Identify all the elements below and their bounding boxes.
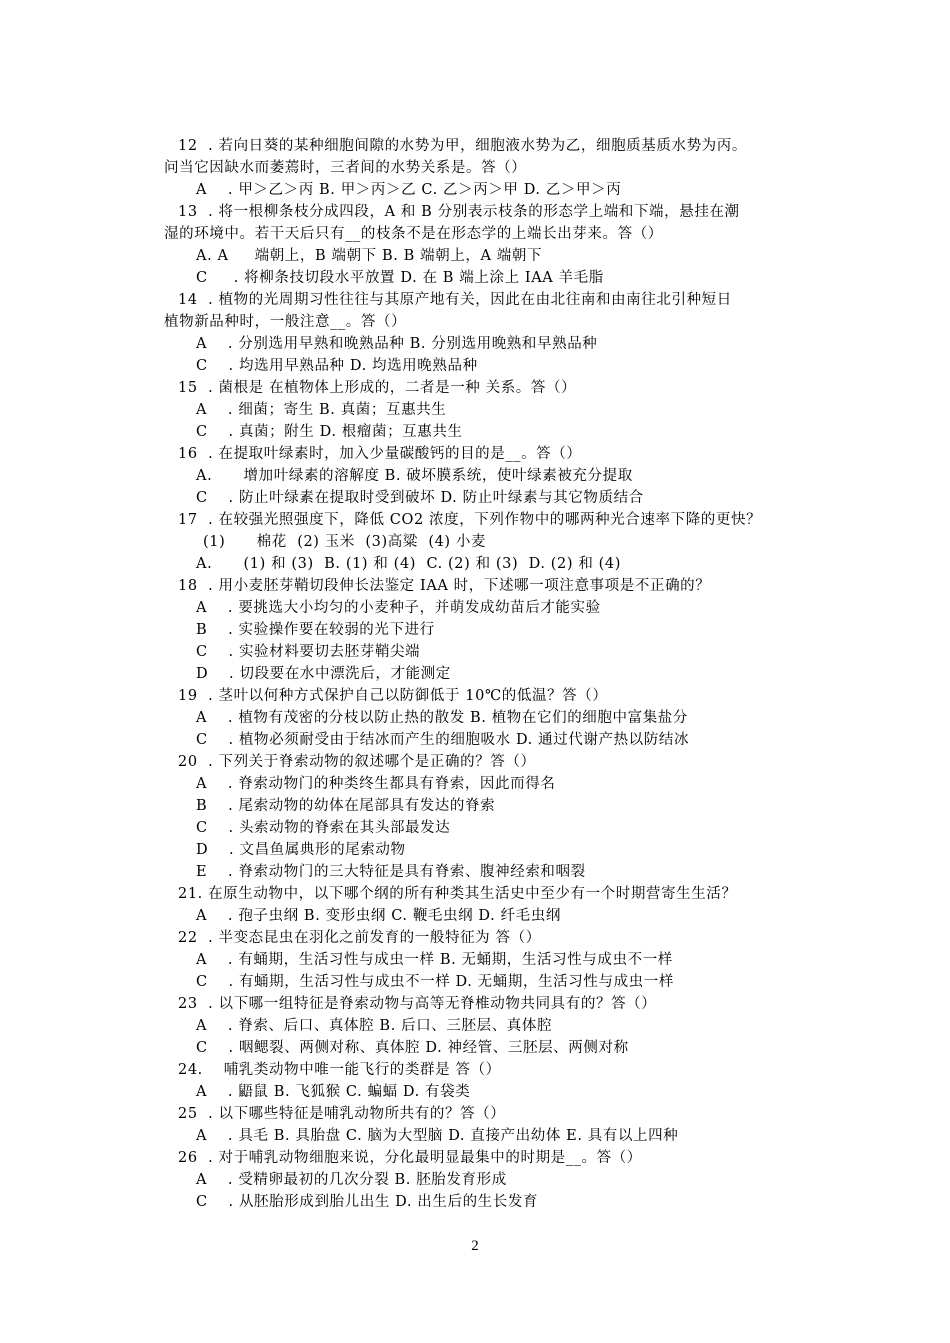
question-23: 23 . 以下哪一组特征是脊索动物与高等无脊椎动物共同具有的？答（） [178, 996, 657, 1012]
question-19-options-cd: C . 植物必须耐受由于结冰而产生的细胞吸水 D. 通过代谢产热以防结冰 [196, 732, 690, 748]
page-number: 2 [471, 1238, 479, 1254]
question-20: 20 . 下列关于脊索动物的叙述哪个是正确的？答（） [178, 754, 536, 770]
question-14-line-2: 植物新品种时，一般注意__。答（） [164, 314, 407, 330]
question-20-option-a: A . 脊索动物门的种类终生都具有脊索，因此而得名 [196, 776, 556, 792]
question-14-options-ab: A . 分别选用早熟和晚熟品种 B. 分别选用晚熟和早熟品种 [196, 336, 598, 352]
question-13-line-2: 湿的环境中。若干天后只有__的枝条不是在形态学的上端长出芽来。答（） [164, 226, 663, 242]
question-20-option-b: B . 尾索动物的幼体在尾部具有发达的脊索 [196, 798, 496, 814]
question-19-options-ab: A . 植物有茂密的分枝以防止热的散发 B. 植物在它们的细胞中富集盐分 [196, 710, 689, 726]
question-15: 15 . 菌根是 在植物体上形成的，二者是一种 关系。答（） [178, 380, 577, 396]
question-26-options-cd: C . 从胚胎形成到胎儿出生 D. 出生后的生长发育 [196, 1194, 539, 1210]
question-12-line-1: 12 . 若向日葵的某种细胞间隙的水势为甲，细胞液水势为乙，细胞质基质水势为丙。 [178, 138, 747, 154]
question-18-option-a: A . 要挑选大小均匀的小麦种子，并萌发成幼苗后才能实验 [196, 600, 601, 616]
question-17-options: A. (1) 和 (3) B. (1) 和 (4) C. (2) 和 (3) D. (2) 和 (4) [196, 556, 621, 572]
question-25: 25 . 以下哪些特征是哺乳动物所共有的？答（） [178, 1106, 506, 1122]
question-18-option-d: D . 切段要在水中漂洗后，才能测定 [196, 666, 451, 682]
question-22-options-cd: C . 有蛹期，生活习性与成虫不一样 D. 无蛹期，生活习性与成虫一样 [196, 974, 674, 990]
question-19: 19 . 茎叶以何种方式保护自己以防御低于 10℃的低温？答（） [178, 688, 608, 704]
question-13-line-1: 13 . 将一根柳条枝分成四段，A 和 B 分别表示枝条的形态学上端和下端，悬挂在潮 [178, 204, 740, 220]
question-21-options: A . 孢子虫纲 B. 变形虫纲 C. 鞭毛虫纲 D. 纤毛虫纲 [196, 908, 561, 924]
question-12-line-2: 问当它因缺水而萎蔫时，三者间的水势关系是。答（） [164, 160, 527, 176]
question-24: 24. 哺乳类动物中唯一能飞行的类群是 答（） [178, 1062, 501, 1078]
question-21: 21. 在原生动物中，以下哪个纲的所有种类其生活史中至少有一个时期营寄生生活？ [178, 886, 737, 902]
question-16-options-cd: C . 防止叶绿素在提取时受到破坏 D. 防止叶绿素与其它物质结合 [196, 490, 644, 506]
question-20-option-e: E . 脊索动物门的三大特征是具有脊索、腹神经索和咽裂 [196, 864, 586, 880]
question-17: 17 . 在较强光照强度下，降低 CO2 浓度，下列作物中的哪两种光合速率下降的更快？ [178, 512, 762, 528]
question-20-option-d: D . 文昌鱼属典形的尾索动物 [196, 842, 406, 858]
question-18-option-c: C . 实验材料要切去胚芽鞘尖端 [196, 644, 421, 660]
question-12-options: A . 甲＞乙＞丙 B. 甲＞丙＞乙 C. 乙＞丙＞甲 D. 乙＞甲＞丙 [196, 182, 622, 198]
question-17-crops: (1) 棉花 (2) 玉米 (3)高粱 (4) 小麦 [203, 534, 487, 550]
question-13-options-ab: A. A 端朝上，B 端朝下 B. B 端朝上，A 端朝下 [196, 248, 543, 264]
question-26: 26 . 对于哺乳动物细胞来说，分化最明显最集中的时期是__。答（） [178, 1150, 642, 1166]
question-16-options-ab: A. 增加叶绿素的溶解度 B. 破坏膜系统，使叶绿素被充分提取 [196, 468, 633, 484]
question-16: 16 . 在提取叶绿素时，加入少量碳酸钙的目的是__。答（） [178, 446, 582, 462]
question-24-options: A . 鼯鼠 B. 飞狐猴 C. 蝙蝠 D. 有袋类 [196, 1084, 471, 1100]
question-14-line-1: 14 . 植物的光周期习性往往与其原产地有关，因此在由北往南和由南往北引种短日 [178, 292, 732, 308]
question-18: 18 . 用小麦胚芽鞘切段伸长法鉴定 IAA 时，下述哪一项注意事项是不正确的？ [178, 578, 711, 594]
question-15-options-ab: A . 细菌；寄生 B. 真菌；互惠共生 [196, 402, 447, 418]
question-18-option-b: B . 实验操作要在较弱的光下进行 [196, 622, 435, 638]
question-22-options-ab: A . 有蛹期，生活习性与成虫一样 B. 无蛹期，生活习性与成虫不一样 [196, 952, 673, 968]
question-26-options-ab: A . 受精卵最初的几次分裂 B. 胚胎发育形成 [196, 1172, 507, 1188]
question-22: 22 . 半变态昆虫在羽化之前发育的一般特征为 答（） [178, 930, 541, 946]
question-15-options-cd: C . 真菌；附生 D. 根瘤菌；互惠共生 [196, 424, 463, 440]
question-14-options-cd: C . 均选用早熟品种 D. 均选用晚熟品种 [196, 358, 478, 374]
question-23-options-cd: C . 咽鳃裂、两侧对称、真体腔 D. 神经管、三胚层、两侧对称 [196, 1040, 629, 1056]
question-25-options: A . 具毛 B. 具胎盘 C. 脑为大型脑 D. 直接产出幼体 E. 具有以上四种 [196, 1128, 679, 1144]
question-13-options-cd: C . 将柳条技切段水平放置 D. 在 B 端上涂上 IAA 羊毛脂 [196, 270, 604, 286]
question-23-options-ab: A . 脊索、后口、真体腔 B. 后口、三胚层、真体腔 [196, 1018, 553, 1034]
question-20-option-c: C . 头索动物的脊索在其头部最发达 [196, 820, 451, 836]
